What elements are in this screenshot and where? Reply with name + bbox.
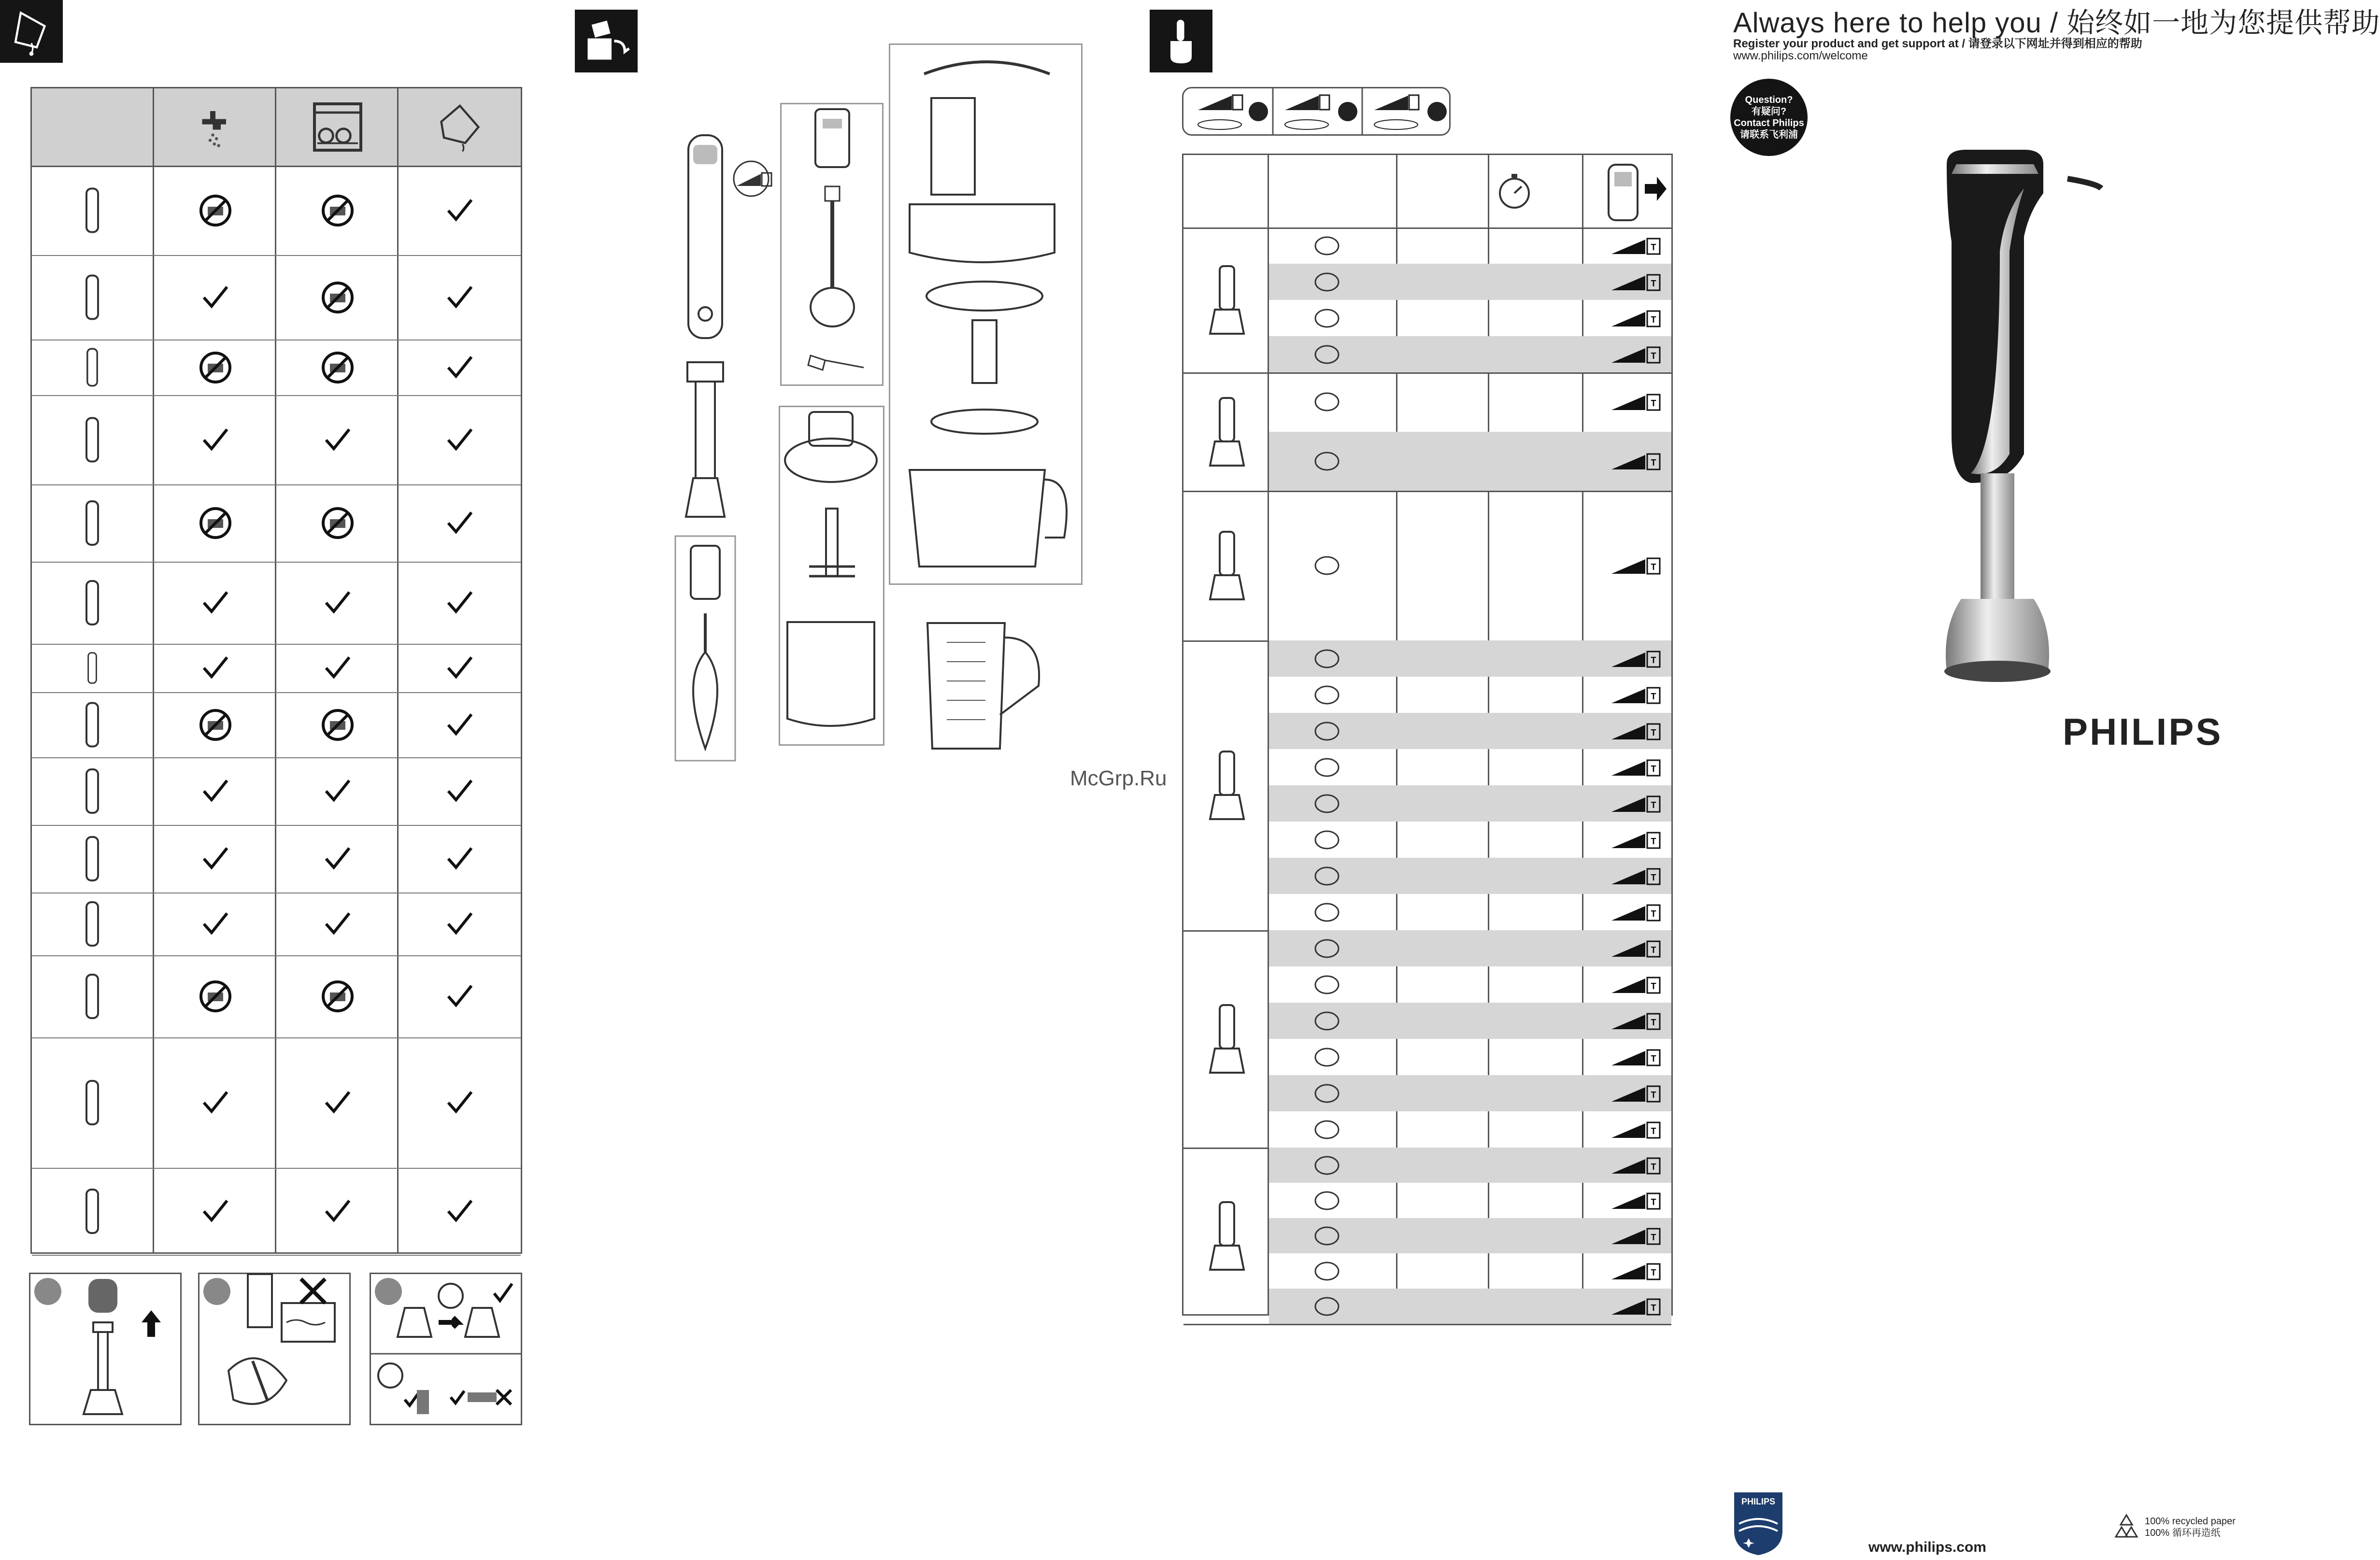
svg-text:T: T	[1651, 872, 1656, 882]
masher-coupling-icon	[32, 484, 153, 562]
blender-speed-row	[1269, 227, 1671, 264]
food-processor-bowl-icon	[32, 825, 153, 893]
speed-setting-icon	[1610, 391, 1663, 413]
allowed-cloth-icon	[399, 1168, 521, 1255]
svg-text:T: T	[1651, 351, 1656, 361]
allowed-dishwasher-icon	[276, 1037, 399, 1168]
speed-setting-icon	[1610, 648, 1663, 670]
recycled-line-2: 100% 循环再造纸	[2145, 1528, 2221, 1538]
cleaning-table-header	[32, 88, 521, 167]
cleaning-row-shaft-and-blade	[32, 757, 521, 826]
step-number-marker	[203, 1278, 230, 1305]
shield-brand-text: PHILIPS	[1741, 1497, 1776, 1506]
speed-table	[1182, 154, 1673, 1316]
allowed-tap-rinse-icon	[154, 825, 276, 893]
tagline: Always here to help you / 始终如一地为您提供帮助	[1733, 7, 2380, 39]
speed-setting-icon	[1610, 901, 1663, 923]
cleaning-step-1	[29, 1273, 182, 1425]
food-icon	[1312, 1189, 1341, 1215]
button-detail-callout	[722, 159, 780, 200]
allowed-cloth-icon	[399, 562, 521, 644]
food-processor-speed-row	[1269, 1075, 1671, 1111]
speed-setting-icon	[1610, 1295, 1663, 1318]
food-icon	[1312, 683, 1341, 709]
allowed-cloth-icon	[399, 395, 521, 484]
allowed-dishwasher-icon	[276, 757, 399, 825]
food-icon	[1312, 936, 1341, 963]
allowed-cloth-icon	[399, 893, 521, 955]
chopper-speed-row	[1269, 640, 1671, 677]
recycle-icon	[2112, 1513, 2141, 1544]
measuring-jug-icon	[32, 1168, 153, 1255]
chopper-speed-row	[1269, 785, 1671, 822]
food-processor-panel	[889, 43, 1083, 585]
chopper-speed-row	[1269, 822, 1671, 858]
svg-text:T: T	[1651, 1267, 1656, 1277]
masher-speed-row	[1269, 491, 1671, 640]
svg-text:T: T	[1651, 1090, 1656, 1100]
speed-setting-icon	[1610, 1190, 1663, 1212]
not-allowed-dishwasher-icon	[276, 484, 399, 562]
allowed-tap-rinse-icon	[154, 255, 276, 340]
not-allowed-tap-rinse-icon	[154, 484, 276, 562]
svg-text:T: T	[1651, 945, 1656, 955]
cleaning-row-masher-coupling	[32, 484, 521, 563]
svg-text:T: T	[1651, 764, 1656, 774]
speed-setting-icon	[1610, 793, 1663, 815]
chopper-blade-and-beaker-icon	[32, 1037, 153, 1168]
blender-speed-row	[1269, 300, 1671, 336]
cleaning-row-motor-unit	[32, 166, 521, 256]
speed-setting-icon	[1610, 937, 1663, 960]
dishwasher-icon	[276, 88, 399, 166]
masher-icon	[32, 562, 153, 644]
usage-header-icon	[1150, 10, 1212, 72]
speed-setting-icon	[1610, 235, 1663, 257]
chopper-speed-row	[1269, 894, 1671, 930]
whisk-icon	[32, 395, 153, 484]
cleaning-step-3	[370, 1273, 522, 1425]
step-number-marker	[375, 1278, 402, 1305]
motor-unit-panel	[674, 130, 737, 763]
svg-text:T: T	[1651, 1017, 1656, 1027]
allowed-cloth-icon	[399, 166, 521, 255]
not-allowed-dishwasher-icon	[276, 166, 399, 255]
food-processor-speed-row	[1269, 930, 1671, 966]
hand-blender-product-photo	[1908, 145, 2101, 717]
food-icon	[1312, 449, 1341, 476]
whisk-speed-row	[1269, 372, 1671, 432]
food-icon	[1312, 342, 1341, 369]
allowed-cloth-icon	[399, 692, 521, 757]
allowed-tap-rinse-icon	[154, 1037, 276, 1168]
cleaning-row-chopper-blade-and-beaker	[32, 1037, 521, 1169]
speed-setting-icon	[1610, 974, 1663, 996]
svg-text:T: T	[1651, 836, 1656, 846]
discs-speed-row	[1269, 1183, 1671, 1218]
speed-legend	[1182, 87, 1451, 136]
food-icon	[1312, 864, 1341, 891]
speed-setting-icon	[1610, 1260, 1663, 1282]
recycled-line-1: 100% recycled paper	[2145, 1516, 2236, 1527]
discs-speed-row	[1269, 1148, 1671, 1183]
not-allowed-tap-rinse-icon	[154, 955, 276, 1037]
timer-icon	[1495, 172, 1534, 213]
svg-text:T: T	[1651, 1053, 1656, 1064]
cleaning-header-icon	[0, 0, 63, 63]
speed-setting-icon	[1610, 1082, 1663, 1105]
philips-shield-logo	[1732, 1490, 1785, 1560]
scraper-icon	[32, 644, 153, 692]
not-allowed-dishwasher-icon	[276, 955, 399, 1037]
svg-text:T: T	[1651, 1126, 1656, 1136]
whisk-speed-row	[1269, 432, 1671, 491]
svg-text:T: T	[1651, 655, 1656, 665]
speed-setting-icon	[1610, 307, 1663, 329]
speed-setting-icon	[1610, 1154, 1663, 1177]
shaft-and-blade-icon	[32, 757, 153, 825]
speed-setting-icon	[1610, 343, 1663, 366]
discs-group-icon	[1198, 1197, 1256, 1277]
food-icon	[1312, 900, 1341, 927]
food-icon	[1312, 1045, 1341, 1072]
cleaning-row-pusher-and-disc	[32, 893, 521, 956]
chopper-speed-row	[1269, 713, 1671, 749]
food-processor-speed-row	[1269, 1111, 1671, 1148]
food-icon	[1312, 1118, 1341, 1144]
svg-text:T: T	[1651, 398, 1656, 409]
svg-text:T: T	[1651, 1197, 1656, 1207]
allowed-dishwasher-icon	[276, 395, 399, 484]
recycled-paper-note	[2145, 1516, 2236, 1539]
not-allowed-dishwasher-icon	[276, 255, 399, 340]
svg-text:T: T	[1651, 800, 1656, 810]
chopper-panel	[779, 406, 884, 746]
speed-setting-icon	[1610, 684, 1663, 706]
svg-text:T: T	[1651, 727, 1656, 737]
food-icon	[1312, 234, 1341, 260]
badge-line-2: 有疑问?	[1751, 106, 1787, 117]
allowed-cloth-icon	[399, 1037, 521, 1168]
allowed-cloth-icon	[399, 644, 521, 692]
food-processor-speed-row	[1269, 1003, 1671, 1039]
allowed-cloth-icon	[399, 340, 521, 395]
food-icon	[1312, 1009, 1341, 1035]
tap-icon	[154, 88, 276, 166]
register-text: Register your product and get support at / 请登录以下网址并得到相应的帮助	[1733, 37, 2142, 50]
cleaning-step-2	[198, 1273, 351, 1425]
food-icon	[1312, 792, 1341, 818]
food-icon	[1312, 828, 1341, 854]
food-icon	[1312, 719, 1341, 746]
food-processor-speed-row	[1269, 1039, 1671, 1075]
speed-setting-icon	[1610, 554, 1663, 577]
allowed-dishwasher-icon	[276, 562, 399, 644]
badge-line-4: 请联系飞利浦	[1740, 129, 1798, 140]
speed-setting-icon	[1610, 271, 1663, 293]
contact-badge[interactable]	[1730, 79, 1808, 156]
chopper-speed-row	[1269, 677, 1671, 713]
whisk-group-icon	[1198, 393, 1256, 473]
speed-setting-icon	[1610, 720, 1663, 742]
food-icon	[1312, 553, 1341, 580]
chopper-speed-row	[1269, 749, 1671, 785]
cleaning-row-masher	[32, 562, 521, 645]
register-url[interactable]: www.philips.com/welcome	[1733, 49, 1868, 62]
chopper-lid-icon	[32, 955, 153, 1037]
allowed-cloth-icon	[399, 255, 521, 340]
chopper-group-icon	[1198, 747, 1256, 826]
cleaning-row-food-processor-lid	[32, 692, 521, 758]
speed-button-icon	[1604, 160, 1667, 225]
speed-table-header	[1183, 155, 1671, 229]
allowed-cloth-icon	[399, 955, 521, 1037]
speed-setting-icon	[1610, 829, 1663, 851]
food-icon	[1312, 1081, 1341, 1108]
allowed-dishwasher-icon	[276, 644, 399, 692]
food-processor-speed-row	[1269, 966, 1671, 1003]
cleaning-row-blender-bar	[32, 255, 521, 340]
speed-setting-icon	[1610, 1010, 1663, 1032]
allowed-tap-rinse-icon	[154, 757, 276, 825]
speed-setting-icon	[1610, 450, 1663, 472]
motor-unit-icon	[32, 166, 153, 255]
discs-speed-row	[1269, 1289, 1671, 1324]
allowed-tap-rinse-icon	[154, 644, 276, 692]
blender-bar-icon	[32, 255, 153, 340]
food-icon	[1312, 270, 1341, 297]
food-icon	[1312, 1224, 1341, 1250]
allowed-dishwasher-icon	[276, 1168, 399, 1255]
not-allowed-tap-rinse-icon	[154, 692, 276, 757]
cleaning-row-whisk-coupling	[32, 340, 521, 396]
blender-group-icon	[1198, 261, 1256, 341]
chopper-speed-row	[1269, 858, 1671, 894]
speed-setting-icon	[1610, 756, 1663, 779]
svg-text:T: T	[1651, 314, 1656, 325]
food-icon	[1312, 973, 1341, 999]
discs-speed-row	[1269, 1218, 1671, 1253]
allowed-dishwasher-icon	[276, 825, 399, 893]
food-icon	[1312, 1294, 1341, 1321]
pusher-and-disc-icon	[32, 893, 153, 955]
allowed-cloth-icon	[399, 484, 521, 562]
measuring-jug-illustration	[918, 613, 1053, 761]
svg-text:T: T	[1651, 278, 1656, 288]
speed-setting-icon	[1610, 1046, 1663, 1068]
cleaning-row-scraper	[32, 644, 521, 693]
not-allowed-tap-rinse-icon	[154, 340, 276, 395]
allowed-tap-rinse-icon	[154, 562, 276, 644]
svg-text:T: T	[1651, 1162, 1656, 1172]
cleaning-row-measuring-jug	[32, 1168, 521, 1256]
cleaning-row-whisk	[32, 395, 521, 485]
svg-text:T: T	[1651, 908, 1656, 919]
whisk-masher-panel	[780, 103, 884, 386]
allowed-dishwasher-icon	[276, 893, 399, 955]
svg-text:T: T	[1651, 691, 1656, 701]
allowed-tap-rinse-icon	[154, 893, 276, 955]
not-allowed-dishwasher-icon	[276, 692, 399, 757]
food-icon	[1312, 647, 1341, 673]
food-icon	[1312, 306, 1341, 333]
allowed-tap-rinse-icon	[154, 395, 276, 484]
food-icon	[1312, 1259, 1341, 1286]
brand-logo: PHILIPS	[2063, 710, 2223, 753]
assembly-header-icon	[575, 10, 638, 72]
not-allowed-tap-rinse-icon	[154, 166, 276, 255]
food-processor-group-icon	[1198, 1000, 1256, 1080]
allowed-cloth-icon	[399, 757, 521, 825]
discs-speed-row	[1269, 1253, 1671, 1289]
badge-line-3: Contact Philips	[1734, 118, 1804, 128]
svg-text:T: T	[1651, 457, 1656, 468]
cleaning-row-chopper-lid	[32, 955, 521, 1038]
watermark: McGrp.Ru	[1070, 766, 1167, 790]
cleaning-row-food-processor-bowl	[32, 825, 521, 893]
food-icon	[1312, 755, 1341, 782]
svg-text:T: T	[1651, 242, 1656, 252]
badge-line-1: Question?	[1745, 95, 1793, 105]
speed-setting-icon	[1610, 1225, 1663, 1247]
food-processor-lid-icon	[32, 692, 153, 757]
cloth-icon	[399, 88, 521, 166]
speed-setting-icon	[1610, 1119, 1663, 1141]
not-allowed-dishwasher-icon	[276, 340, 399, 395]
svg-text:T: T	[1651, 981, 1656, 991]
blender-speed-row	[1269, 264, 1671, 300]
group-separator	[1183, 1324, 1671, 1325]
svg-text:T: T	[1651, 1303, 1656, 1313]
masher-group-icon	[1198, 527, 1256, 607]
allowed-tap-rinse-icon	[154, 1168, 276, 1255]
whisk-coupling-icon	[32, 340, 153, 395]
step-number-marker	[34, 1278, 61, 1305]
footer-url[interactable]: www.philips.com	[1868, 1539, 1986, 1555]
allowed-cloth-icon	[399, 825, 521, 893]
food-icon	[1312, 1153, 1341, 1180]
cleaning-table	[30, 87, 522, 1254]
blender-speed-row	[1269, 336, 1671, 372]
svg-text:T: T	[1651, 562, 1656, 572]
svg-text:T: T	[1651, 1232, 1656, 1242]
speed-setting-icon	[1610, 865, 1663, 887]
food-icon	[1312, 390, 1341, 416]
